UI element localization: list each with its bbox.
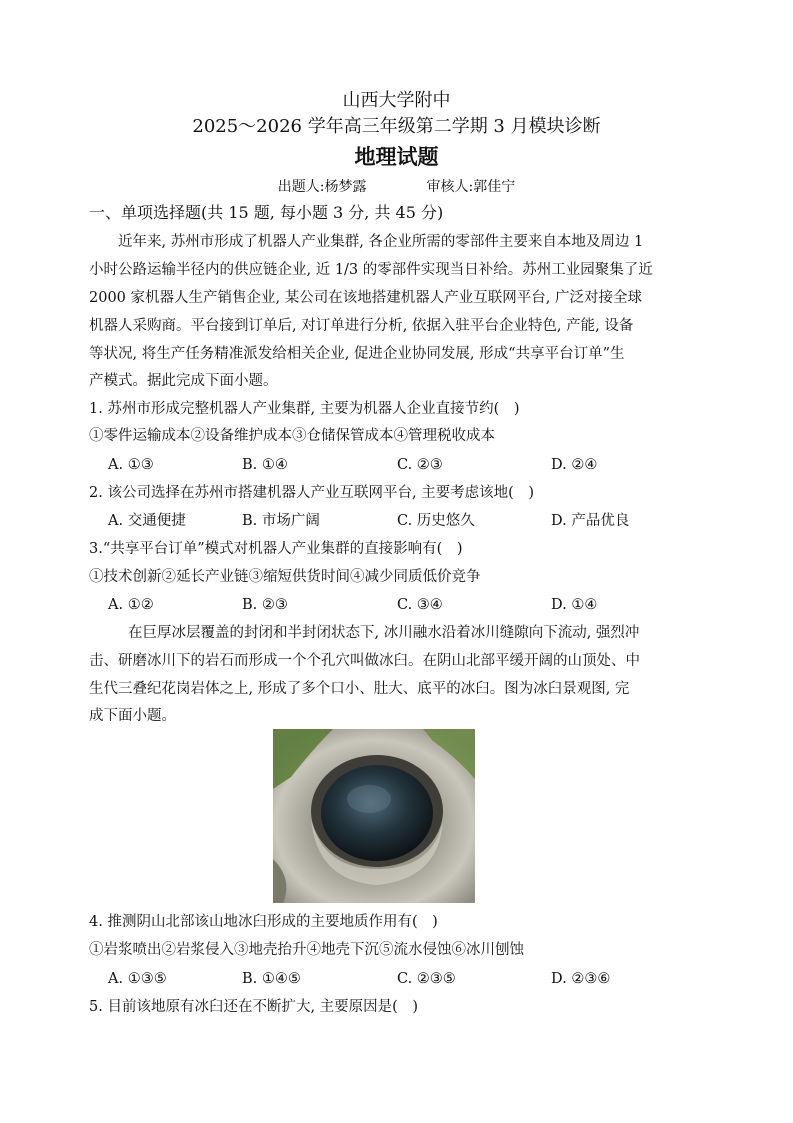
- pothole-illustration: [273, 729, 475, 903]
- school-name: 山西大学附中: [342, 90, 451, 111]
- q3-option-b[interactable]: B. ②③: [242, 597, 288, 613]
- q1-option-a[interactable]: A. ①③: [108, 457, 154, 473]
- passage1-line: 近年来, 苏州市形成了机器人产业集群, 各企业所需的零部件主要来自本地及周边 1: [118, 234, 644, 250]
- question-1-choices: ①零件运输成本②设备维护成本③仓储保管成本④管理税收成本: [89, 428, 495, 444]
- passage2-line: 击、研磨冰川下的岩石而形成一个个孔穴叫做冰臼。在阴山北部平缓开阔的山顶处、中: [89, 653, 640, 669]
- q4-option-a[interactable]: A. ①③⑤: [108, 971, 167, 987]
- question-2-stem: 2. 该公司选择在苏州市搭建机器人产业互联网平台, 主要考虑该地( ): [89, 485, 534, 501]
- passage1-line: 等状况, 将生产任务精准派发给相关企业, 促进企业协同发展, 形成“共享平台订单”生: [89, 346, 625, 362]
- passage2-line: 在巨厚冰层覆盖的封闭和半封闭状态下, 冰川融水沿着冰川缝隙向下流动, 强烈冲: [128, 625, 640, 641]
- author-name: 出题人:杨梦露: [277, 179, 367, 195]
- q1-option-b[interactable]: B. ①④: [242, 457, 288, 473]
- passage1-line: 产模式。据此完成下面小题。: [89, 373, 278, 389]
- q2-option-b[interactable]: B. 市场广阔: [242, 513, 320, 529]
- question-3-stem: 3.“共享平台订单”模式对机器人产业集群的直接影响有( ): [89, 541, 463, 557]
- question-5-stem: 5. 目前该地原有冰臼还在不断扩大, 主要原因是( ): [89, 999, 418, 1015]
- passage1-line: 机器人采购商。平台接到订单后, 对订单进行分析, 依据入驻平台企业特色, 产能, 设备: [89, 318, 634, 334]
- glacial-pothole-photo: [273, 729, 475, 903]
- passage2-line: 成下面小题。: [89, 708, 176, 724]
- q3-option-c[interactable]: C. ③④: [397, 597, 443, 613]
- question-3-choices: ①技术创新②延长产业链③缩短供货时间④减少同质低价竞争: [89, 569, 481, 585]
- q3-option-a[interactable]: A. ①②: [108, 597, 154, 613]
- question-4-choices: ①岩浆喷出②岩浆侵入③地壳抬升④地壳下沉⑤流水侵蚀⑥冰川刨蚀: [89, 942, 524, 958]
- passage1-line: 小时公路运输半径内的供应链企业, 近 1/3 的零部件实现当日补给。苏州工业园聚集了近: [89, 262, 653, 278]
- question-4-stem: 4. 推测阴山北部该山地冰臼形成的主要地质作用有( ): [89, 914, 438, 930]
- q4-option-d[interactable]: D. ②③⑥: [551, 971, 611, 987]
- passage1-line: 2000 家机器人生产销售企业, 某公司在该地搭建机器人产业互联网平台, 广泛对接全球: [89, 290, 642, 306]
- authors-line: [0, 178, 793, 196]
- q2-option-a[interactable]: A. 交通便捷: [108, 513, 186, 529]
- q2-option-c[interactable]: C. 历史悠久: [397, 513, 475, 529]
- passage2-line: 生代三叠纪花岗岩体之上, 形成了多个口小、肚大、底平的冰臼。图为冰臼景观图, 完: [89, 681, 630, 697]
- q2-option-d[interactable]: D. 产品优良: [551, 513, 630, 529]
- q4-option-c[interactable]: C. ②③⑤: [397, 971, 456, 987]
- q3-option-d[interactable]: D. ①④: [551, 597, 598, 613]
- reviewer-name: 审核人:郭佳宁: [426, 179, 516, 195]
- q1-option-c[interactable]: C. ②③: [397, 457, 443, 473]
- exam-title: 2025～2026 学年高三年级第二学期 3 月模块诊断: [192, 116, 601, 137]
- subject-title: 地理试题: [354, 144, 439, 169]
- q4-option-b[interactable]: B. ①④⑤: [242, 971, 301, 987]
- q1-option-d[interactable]: D. ②④: [551, 457, 598, 473]
- section-heading: 一、单项选择题(共 15 题, 每小题 3 分, 共 45 分): [89, 203, 444, 222]
- question-1-stem: 1. 苏州市形成完整机器人产业集群, 主要为机器人企业直接节约( ): [89, 401, 520, 417]
